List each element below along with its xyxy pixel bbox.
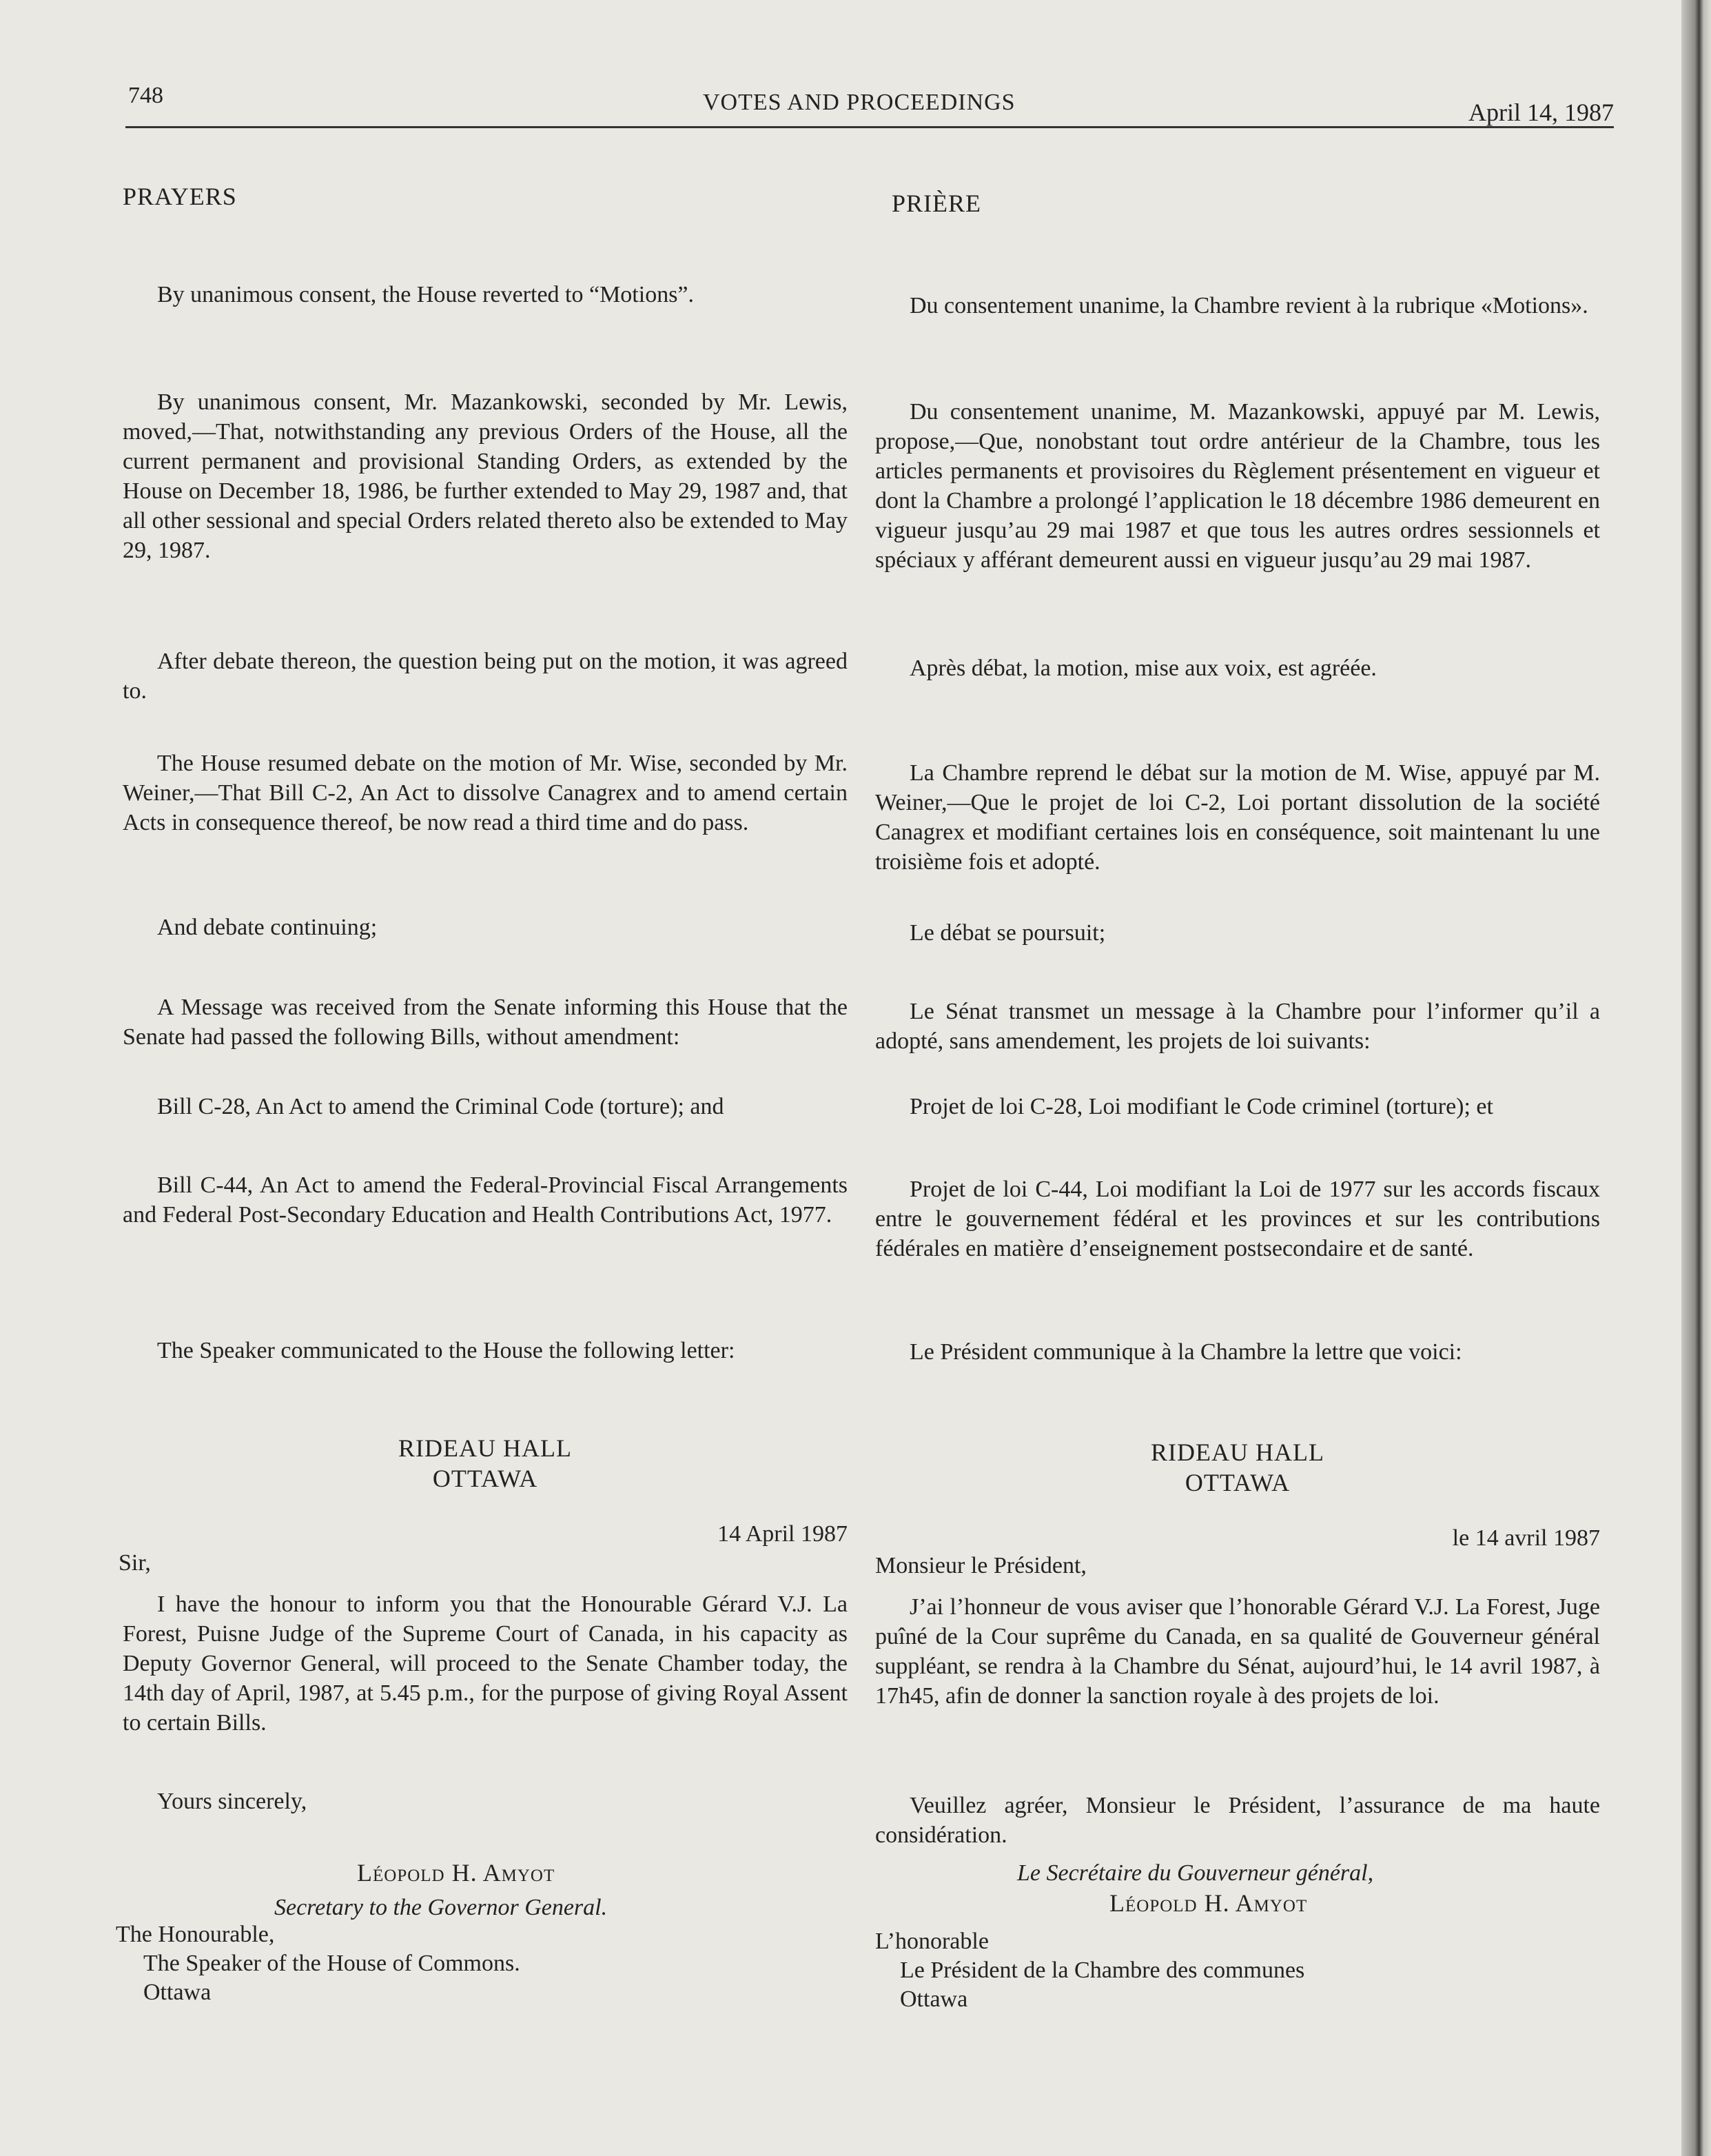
letter-place-en-1: RIDEAU HALL [398, 1434, 572, 1462]
paragraph-en-3: After debate thereon, the question being put on the motion, it was agreed to. [123, 649, 848, 704]
letter-signature-fr: Léopold H. Amyot [1109, 1889, 1308, 1917]
letter-signature-en: Léopold H. Amyot [357, 1859, 555, 1886]
section-heading-en: PRAYERS [123, 183, 237, 210]
address-line-en-1: The Honourable, [116, 1922, 275, 1947]
paragraph-en-5: And debate continuing; [157, 915, 378, 940]
letter-salutation-en: Sir, [119, 1550, 151, 1576]
paragraph-en-1: By unanimous consent, the House reverted to “Motions”. [157, 282, 695, 307]
letter-signature-title-en: Secretary to the Governor General. [274, 1895, 608, 1920]
paragraph-fr-4: La Chambre reprend le débat sur la motion de M. Wise, appuyé par M. Weiner,—Que le projet de loi C-2, Loi portant dissolution de la société Canagrex et modifiant certaines lois en conséquence, soit maintenant lu une troisième fois et adopté. [875, 760, 1600, 875]
paragraph-fr-2: Du consentement unanime, M. Mazankowski, appuyé par M. Lewis, propose,—Que, nonobstant tout ordre antérieur de la Chambre, tous les articles permanents et provisoires du Règlement présentement en vigueur et dont la Chambre a prolongé l’application le 18 décembre 1986 demeurent en vigueur jusqu’au 29 mai 1987 et que tous les autres ordres sessionnels et spéciaux y afférant demeurent aussi en vigueur jusqu’au 29 mai 1987. [875, 399, 1600, 573]
letter-address-en [116, 1920, 841, 2007]
letter-body-en: I have the honour to inform you that the Honourable Gérard V.J. La Forest, Puisne Judge of the Supreme Court of Canada, in his capacity as Deputy Governor General, will proceed to the Senate Chamber today, the 14th day of April, 1987, at 5.45 p.m., for the purpose of giving Royal Assent to certain Bills. [123, 1591, 848, 1736]
page-binding-edge [1681, 0, 1711, 2156]
paragraph-en-9: The Speaker communicated to the House the following letter: [157, 1338, 735, 1363]
paragraph-fr-8: Projet de loi C-44, Loi modifiant la Loi de 1977 sur les accords fiscaux entre le gouvernement fédéral et les provinces et sur les contributions fédérales en matière d’enseignement postsecondaire et de santé. [875, 1177, 1600, 1261]
letter-address-fr [875, 1927, 1600, 2014]
section-heading-fr: PRIÈRE [892, 190, 982, 217]
letter-place-en-2: OTTAWA [432, 1465, 538, 1492]
paragraph-en-6: A Message was received from the Senate informing this House that the Senate had passed the following Bills, without amendment: [123, 995, 848, 1050]
address-line-fr-3: Ottawa [900, 1986, 968, 2012]
letter-body-fr: J’ai l’honneur de vous aviser que l’honorable Gérard V.J. La Forest, Juge puîné de la Cour suprême du Canada, en sa qualité de Gouverneur général suppléant, se rendra à la Chambre du Sénat, aujourd’hui, le 14 avril 1987, à 17h45, afin de donner la sanction royale à des projets de loi. [875, 1594, 1600, 1709]
paragraph-fr-3: Après débat, la motion, mise aux voix, est agréée. [910, 655, 1377, 681]
header-rule [125, 126, 1614, 128]
letter-closing-en: Yours sincerely, [157, 1789, 307, 1814]
page-number: 748 [128, 83, 163, 108]
header-date: April 14, 1987 [1468, 99, 1614, 126]
paragraph-fr-5: Le débat se poursuit; [910, 920, 1106, 946]
address-line-en-3: Ottawa [143, 1980, 212, 2005]
paragraph-en-8: Bill C-44, An Act to amend the Federal-Provincial Fiscal Arrangements and Federal Post-Secondary Education and Health Contributions Act, 1977. [123, 1172, 848, 1228]
paragraph-fr-7: Projet de loi C-28, Loi modifiant le Code criminel (torture); et [910, 1094, 1493, 1119]
letter-closing-fr: Veuillez agréer, Monsieur le Président, l’assurance de ma haute considération. [875, 1793, 1600, 1848]
letter-date-en: 14 April 1987 [717, 1521, 848, 1547]
address-line-fr-2: Le Président de la Chambre des communes [900, 1957, 1305, 1983]
letter-salutation-fr: Monsieur le Président, [875, 1553, 1087, 1578]
letter-place-fr-1: RIDEAU HALL [1151, 1438, 1324, 1466]
paragraph-fr-1: Du consentement unanime, la Chambre revient à la rubrique «Motions». [910, 293, 1588, 318]
address-line-en-2: The Speaker of the House of Commons. [143, 1951, 520, 1976]
paragraph-en-4: The House resumed debate on the motion of Mr. Wise, seconded by Mr. Weiner,—That Bill C-2, An Act to dissolve Canagrex and to amend certain Acts in consequence thereof, be now read a third time and do pass. [123, 751, 848, 835]
letter-signature-title-fr: Le Secrétaire du Gouverneur général, [1017, 1860, 1374, 1886]
page-title: VOTES AND PROCEEDINGS [703, 90, 1016, 115]
paragraph-en-7: Bill C-28, An Act to amend the Criminal Code (torture); and [157, 1094, 724, 1119]
letter-date-fr: le 14 avril 1987 [1452, 1525, 1600, 1551]
paragraph-fr-9: Le Président communique à la Chambre la lettre que voici: [910, 1339, 1462, 1365]
letter-place-fr-2: OTTAWA [1185, 1469, 1291, 1496]
page-header [125, 83, 1614, 131]
address-line-fr-1: L’honorable [875, 1929, 989, 1954]
paragraph-fr-6: Le Sénat transmet un message à la Chambre pour l’informer qu’il a adopté, sans amendement, les projets de loi suivants: [875, 999, 1600, 1054]
paragraph-en-2: By unanimous consent, Mr. Mazankowski, seconded by Mr. Lewis, moved,—That, notwithstanding any previous Orders of the House, all the current permanent and provisional Standing Orders, as extended by the House on December 18, 1986, be further extended to May 29, 1987 and, that all other sessional and special Orders related thereto also be extended to May 29, 1987. [123, 389, 848, 563]
